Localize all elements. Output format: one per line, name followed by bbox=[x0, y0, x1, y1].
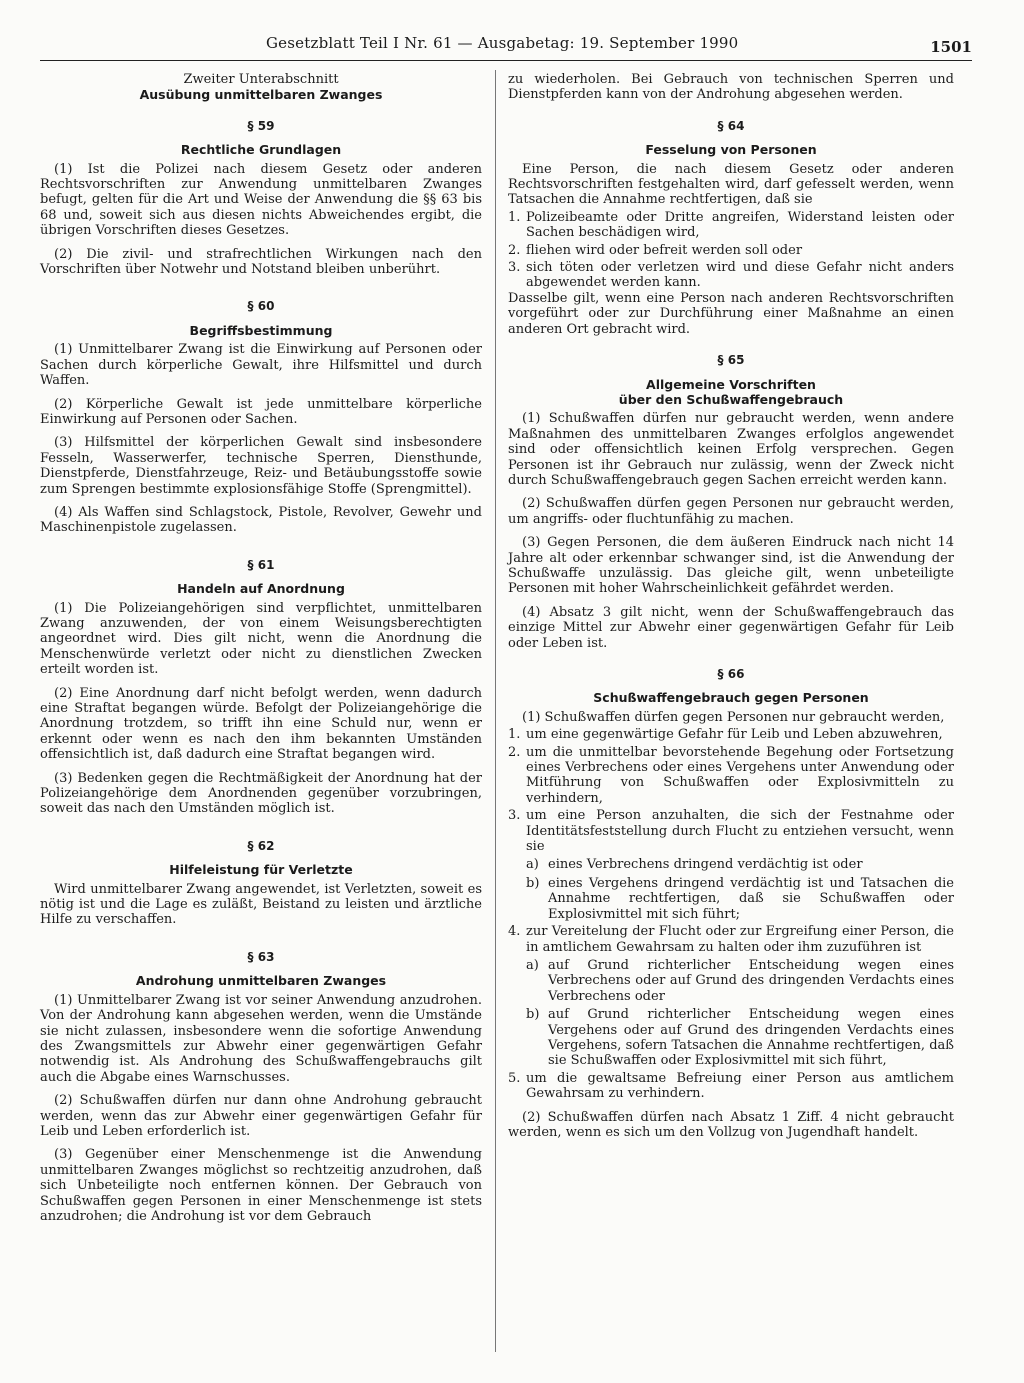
column-divider bbox=[495, 70, 496, 1352]
list-item-number: 1. bbox=[508, 209, 521, 225]
sub-list-item-text: auf Grund richterlicher Entscheidung wegen eines Vergehens oder auf Grund des dringenden Verdachts eines Vergehens, sofern Tatsachen die Annahme rechtfertigen, daß sie Schußwaffen oder Explosivmittel mit sich führt, bbox=[548, 1007, 954, 1069]
section-65-title-line-1: Allgemeine Vorschriften bbox=[646, 376, 816, 392]
list-item-text: um eine gegenwärtige Gefahr für Leib und Leben abzuwehren, bbox=[526, 727, 943, 743]
section-60-para-2: (2) Körperliche Gewalt ist jede unmittelbare körperliche Einwirkung auf Personen oder Sachen. bbox=[40, 396, 482, 427]
section-61-para-3: (3) Bedenken gegen die Rechtmäßigkeit der Anordnung hat der Polizeiangehörige dem Anordnenden gegenüber vorzubringen, soweit das nach den Umständen möglich ist. bbox=[40, 770, 482, 817]
list-item-text: zur Vereitelung der Flucht oder zur Ergreifung einer Person, die in amtlichem Gewahrsam zu halten oder ihm zuzuführen ist bbox=[526, 924, 954, 955]
list-item bbox=[508, 210, 954, 241]
page-number: 1501 bbox=[930, 38, 972, 56]
section-60-para-3: (3) Hilfsmittel der körperlichen Gewalt sind insbesondere Fesseln, Wasserwerfer, technische Sperren, Diensthunde, Dienstpferde, Dienstfahrzeuge, Reiz- und Betäubungsstoffe sowie zum Sprengen bestimmte explosionsfähige Stoffe (Sprengmittel). bbox=[40, 435, 482, 497]
sub-list-item-text: auf Grund richterlicher Entscheidung wegen eines Verbrechens oder auf Grund des dringenden Verdachts eines Verbrechens oder bbox=[548, 957, 954, 1004]
section-59-para-2: (2) Die zivil- und strafrechtlichen Wirkungen nach den Vorschriften über Notwehr und Notstand bleiben unberührt. bbox=[40, 246, 482, 278]
list-item-number: 3. bbox=[508, 808, 521, 824]
sub-list-item bbox=[526, 857, 954, 872]
list-item-number: 2. bbox=[508, 744, 521, 760]
subsection-title: Ausübung unmittelbaren Zwanges bbox=[139, 87, 383, 103]
list-item-number: 4. bbox=[508, 924, 521, 940]
section-65-para-3: (3) Gegen Personen, die dem äußeren Eindruck nach nicht 14 Jahre alt oder erkennbar schwanger sind, ist die Anwendung der Schußwaffe unzulässig. Das gleiche gilt, wenn unbeteiligte Personen mit hoher Wahrscheinlichkeit gefährdet werden. bbox=[508, 535, 954, 597]
left-column bbox=[40, 72, 482, 1224]
section-63-number: § 63 bbox=[247, 949, 275, 964]
section-66-para-2: (2) Schußwaffen dürfen nach Absatz 1 Ziff. 4 nicht gebraucht werden, wenn es sich um den Vollzug von Jugendhaft handelt. bbox=[508, 1109, 954, 1140]
section-65-title-line-2: über den Schußwaffengebrauch bbox=[618, 391, 844, 407]
section-61-para-2: (2) Eine Anordnung darf nicht befolgt werden, wenn dadurch eine Straftat begangen würde. Befolgt der Polizeiangehörige die Anordnung trotzdem, so trifft ihn eine Schuld nur, wenn er erkennt oder wenn es nach den ihm bekannten Umständen offensichtlich ist, daß dadurch eine Straftat begangen wird. bbox=[40, 685, 482, 763]
list-item bbox=[508, 924, 954, 955]
section-61-title: Handeln auf Anordnung bbox=[177, 581, 345, 597]
section-62-para-1: Wird unmittelbarer Zwang angewendet, ist Verletzten, soweit es nötig ist und die Lage es zuläßt, Beistand zu leisten und ärztliche Hilfe zu verschaffen. bbox=[40, 881, 482, 928]
section-60-title: Begriffsbestimmung bbox=[189, 322, 333, 338]
section-61-number: § 61 bbox=[247, 557, 275, 572]
section-60-para-4: (4) Als Waffen sind Schlagstock, Pistole, Revolver, Gewehr und Maschinenpistole zugelassen. bbox=[40, 504, 482, 536]
section-63-para-3: (3) Gegenüber einer Menschenmenge ist die Anwendung unmittelbaren Zwanges möglichst so rechtzeitig anzudrohen, daß sich Unbeteiligte noch entfernen können. Der Gebrauch von Schußwaffen gegen Personen in einer Menschenmenge ist stets anzudrohen; die Androhung ist vor dem Gebrauch bbox=[40, 1147, 482, 1224]
section-64-intro: Eine Person, die nach diesem Gesetz oder anderen Rechtsvorschriften festgehalten wird, darf gefesselt werden, wenn Tatsachen die Annahme rechtfertigen, daß sie bbox=[508, 161, 954, 208]
sub-list-item-letter: b) bbox=[526, 875, 540, 891]
section-65-para-1: (1) Schußwaffen dürfen nur gebraucht werden, wenn andere Maßnahmen des unmittelbaren Zwanges erfolglos angewendet sind oder offensichtlich keinen Erfolg versprechen. Gegen Personen ist ihr Gebrauch nur zulässig, wenn der Zweck nicht durch Schußwaffengebrauch gegen Sachen erreicht werden kann. bbox=[508, 411, 954, 488]
list-item bbox=[508, 260, 954, 291]
section-59-para-1: (1) Ist die Polizei nach diesem Gesetz oder anderen Rechtsvorschriften zur Anwendung unmittelbaren Zwanges befugt, gelten für die Art und Weise der Anwendung die §§ 63 bis 68 und, soweit sich aus diesen nichts Abweichendes ergibt, die übrigen Vorschriften dieses Gesetzes. bbox=[40, 161, 482, 239]
sub-list-item bbox=[526, 876, 954, 922]
section-60-para-1: (1) Unmittelbarer Zwang ist die Einwirkung auf Personen oder Sachen durch körperliche Gewalt, ihre Hilfsmittel und durch Waffen. bbox=[40, 342, 482, 389]
sub-list-item-letter: a) bbox=[526, 957, 539, 973]
section-61-para-1: (1) Die Polizeiangehörigen sind verpflichtet, unmittelbaren Zwang anzuwenden, der von einem Weisungsberechtigten angeordnet wird. Dies gilt nicht, wenn die Anordnung die Menschenwürde verletzt oder nicht zu dienstlichen Zwecken erteilt worden ist. bbox=[40, 600, 482, 678]
section-63-title: Androhung unmittelbaren Zwanges bbox=[135, 973, 387, 989]
list-item-number: 2. bbox=[508, 242, 521, 258]
list-item bbox=[508, 1071, 954, 1102]
list-item-text: sich töten oder verletzen wird und diese Gefahr nicht anders abgewendet werden kann. bbox=[526, 260, 954, 291]
sub-list-item-text: eines Vergehens dringend verdächtig ist und Tatsachen die Annahme rechtfertigen, daß sie Schußwaffen oder Explosivmittel mit sich führt; bbox=[548, 875, 954, 922]
list-item bbox=[508, 808, 954, 854]
list-item-text: fliehen wird oder befreit werden soll oder bbox=[526, 242, 803, 258]
section-62-number: § 62 bbox=[247, 838, 275, 853]
list-item bbox=[508, 243, 954, 258]
sub-list-item-letter: b) bbox=[526, 1007, 540, 1023]
sub-list-item-text: eines Verbrechens dringend verdächtig ist oder bbox=[548, 857, 863, 873]
section-66-number: § 66 bbox=[717, 667, 745, 681]
list-item-text: um eine Person anzuhalten, die sich der Festnahme oder Identitätsfeststellung durch Flucht zu entziehen versucht, wenn sie bbox=[526, 808, 954, 855]
list-item-number: 5. bbox=[508, 1070, 521, 1086]
subsection-label: Zweiter Unterabschnitt bbox=[183, 72, 339, 87]
section-63-para-1: (1) Unmittelbarer Zwang ist vor seiner Anwendung anzudrohen. Von der Androhung kann abgesehen werden, wenn die Umstände sie nicht zulassen, insbesondere wenn die sofortige Anwendung des Zwangsmittels zur Abwehr einer gegenwärtigen Gefahr notwendig ist. Als Androhung des Schußwaffengebrauchs gilt auch die Abgabe eines Warnschusses. bbox=[40, 992, 482, 1085]
list-item bbox=[508, 727, 954, 742]
list-item-number: 1. bbox=[508, 727, 521, 743]
section-66-para-1: (1) Schußwaffen dürfen gegen Personen nur gebraucht werden, bbox=[522, 709, 945, 725]
list-item-text: Polizeibeamte oder Dritte angreifen, Widerstand leisten oder Sachen beschädigen wird, bbox=[526, 209, 954, 241]
sub-list-item bbox=[526, 958, 954, 1004]
section-60-number: § 60 bbox=[247, 299, 275, 314]
sub-list-item bbox=[526, 1007, 954, 1069]
section-63-continuation: zu wiederholen. Bei Gebrauch von technischen Sperren und Dienstpferden kann von der Androhung abgesehen werden. bbox=[508, 72, 954, 103]
sub-list-item-letter: a) bbox=[526, 857, 539, 873]
section-59-number: § 59 bbox=[247, 118, 275, 133]
section-59-title: Rechtliche Grundlagen bbox=[180, 142, 342, 158]
section-65-number: § 65 bbox=[717, 353, 745, 368]
right-column bbox=[508, 72, 954, 1140]
list-item bbox=[508, 745, 954, 807]
list-item-text: um die gewaltsame Befreiung einer Person aus amtlichem Gewahrsam zu verhindern. bbox=[526, 1070, 954, 1102]
page-header bbox=[40, 34, 972, 61]
section-64-number: § 64 bbox=[717, 118, 745, 133]
list-item-text: um die unmittelbar bevorstehende Begehung oder Fortsetzung eines Verbrechens oder eines Vergehens unter Anwendung oder Mitführung von Schußwaffen oder Explosivmitteln zu verhindern, bbox=[526, 744, 954, 806]
section-64-title: Fesselung von Personen bbox=[645, 142, 817, 158]
section-65-para-4: (4) Absatz 3 gilt nicht, wenn der Schußwaffengebrauch das einzige Mittel zur Abwehr einer gegenwärtigen Gefahr für Leib oder Leben ist. bbox=[508, 604, 954, 651]
section-66-title: Schußwaffengebrauch gegen Personen bbox=[593, 690, 869, 706]
section-62-title: Hilfeleistung für Verletzte bbox=[169, 862, 353, 878]
section-65-para-2: (2) Schußwaffen dürfen gegen Personen nur gebraucht werden, um angriffs- oder fluchtunfähig zu machen. bbox=[508, 496, 954, 527]
section-64-outro: Dasselbe gilt, wenn eine Person nach anderen Rechtsvorschriften vorgeführt oder zur Durchführung einer Maßnahme an einen anderen Ort gebracht wird. bbox=[508, 290, 954, 337]
header-title: Gesetzblatt Teil I Nr. 61 — Ausgabetag: 19. September 1990 bbox=[266, 34, 739, 52]
section-63-para-2: (2) Schußwaffen dürfen nur dann ohne Androhung gebraucht werden, wenn das zur Abwehr einer gegenwärtigen Gefahr für Leib und Leben erforderlich ist. bbox=[40, 1093, 482, 1139]
list-item-number: 3. bbox=[508, 260, 521, 276]
